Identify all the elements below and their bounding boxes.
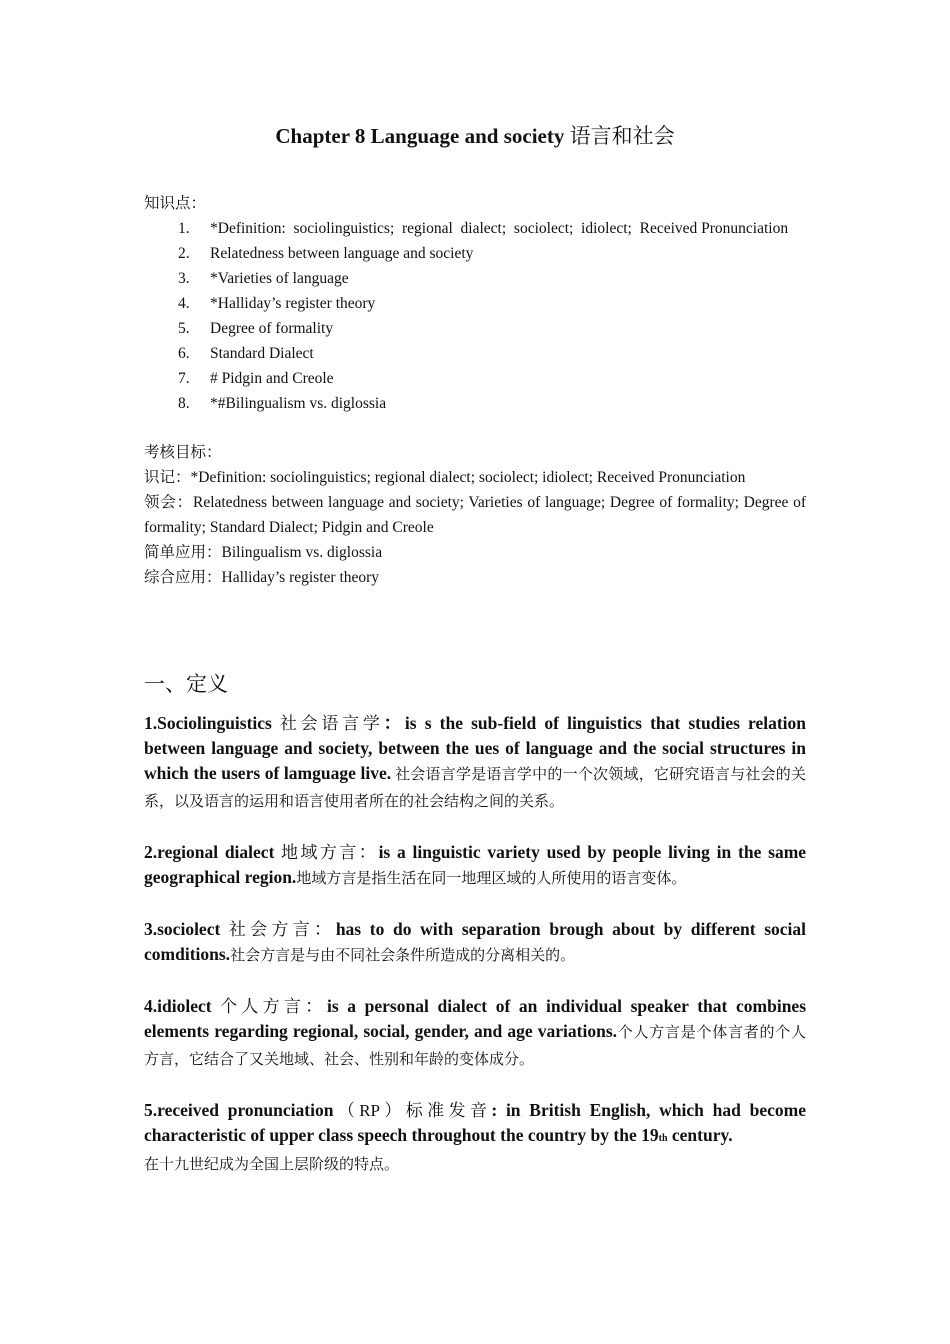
ordinal-suffix: th (658, 1133, 668, 1144)
target-understand: 领会：Relatedness between language and society; Varieties of language; Degree of formality; Degree of formality; Standard Dialect; Pidgin and Creole (144, 494, 806, 536)
item-number: 8. (178, 395, 190, 412)
definition-body: is a personal dialect of an individual speaker that combines elements regarding regional, social, gender, and age variations. (144, 996, 807, 1041)
term-cn: 地域方言 (274, 843, 359, 862)
term: 3.sociolect (144, 919, 221, 939)
term-cn: 社会方言 (220, 920, 315, 939)
definition-sociolinguistics (144, 711, 806, 815)
colon: ： (314, 919, 336, 939)
term: 2.regional dialect (144, 842, 275, 862)
target-comprehensive-apply: 综合应用：Halliday’s register theory (144, 569, 380, 586)
chapter-title-en: Chapter 8 Language and society (275, 124, 565, 148)
definition-sociolect (144, 917, 806, 969)
list-item (144, 391, 806, 416)
list-item (144, 316, 806, 341)
list-item (144, 291, 806, 316)
target-recall: 识记：*Definition: sociolinguistics; regional dialect; sociolect; idiolect; Received Pronunciation (144, 469, 746, 486)
assessment-targets (144, 440, 806, 590)
item-number: 5. (178, 320, 190, 337)
colon: ： (305, 996, 327, 1016)
target-simple-apply: 简单应用：Bilingualism vs. diglossia (144, 544, 383, 561)
item-text: Relatedness between language and society (210, 245, 474, 262)
definition-cn: 个人方言是个体言者的个人方言，它结合了又关地域、社会、性别和年龄的变体成分。 (144, 1025, 806, 1068)
section-heading: 一、定义 (144, 672, 228, 696)
targets-heading: 考核目标： (144, 444, 222, 461)
definition-body: is s the sub-field of linguistics that studies relation between language and society, between the ues of language and the social structures in which the users of lamguage live. (144, 713, 807, 783)
item-number: 6. (178, 345, 190, 362)
item-text: *#Bilingualism vs. diglossia (210, 395, 387, 412)
item-text: # Pidgin and Creole (210, 370, 334, 387)
colon: : (491, 1100, 506, 1120)
term-cn: （RP）标准发音 (333, 1101, 492, 1120)
definition-idiolect (144, 994, 806, 1073)
definitions (144, 711, 806, 1203)
list-item (144, 241, 806, 266)
term-cn: 社会语言学 (271, 714, 384, 733)
item-number: 7. (178, 370, 190, 387)
term: 1.Sociolinguistics (144, 713, 272, 733)
list-item (144, 266, 806, 291)
list-item (144, 341, 806, 366)
chapter-title (144, 121, 806, 151)
chapter-title-cn: 语言和社会 (569, 124, 675, 148)
definition-body: has to do with separation brough about by different social comditions. (144, 919, 807, 964)
item-number: 1. (178, 220, 190, 237)
colon: ： (383, 713, 405, 733)
colon: ： (358, 842, 379, 862)
term: 5.received pronunciation (144, 1100, 334, 1120)
term: 4.idiolect (144, 996, 212, 1016)
definition-regional-dialect (144, 840, 806, 892)
item-text: *Definition: sociolinguistics; regional dialect; sociolect; idiolect; Received Pronunciation (210, 220, 789, 237)
definition-cn: 社会方言是与由不同社会条件所造成的分离相关的。 (230, 948, 576, 964)
knowledge-points-heading: 知识点： (144, 195, 207, 212)
item-text: Standard Dialect (210, 345, 314, 362)
definition-body: is a linguistic variety used by people living in the same geographical region. (144, 842, 807, 887)
item-number: 4. (178, 295, 190, 312)
term-cn: 个人方言 (211, 997, 306, 1016)
list-item (144, 366, 806, 391)
list-item (144, 216, 806, 241)
item-text: Degree of formality (210, 320, 334, 337)
definition-cn: 地域方言是指生活在同一地理区域的人所使用的语言变体。 (296, 871, 687, 887)
definition-cn: 社会语言学是语言学中的一个次领域，它研究语言与社会的关系，以及语言的运用和语言使用者所在的社会结构之间的关系。 (144, 767, 806, 810)
item-text: *Halliday’s register theory (210, 295, 376, 312)
definition-body-b: century. (667, 1125, 733, 1145)
item-number: 3. (178, 270, 190, 287)
definition-cn: 在十九世纪成为全国上层阶级的特点。 (144, 1157, 400, 1173)
item-text: *Varieties of language (210, 270, 349, 287)
definition-received-pronunciation (144, 1098, 806, 1178)
knowledge-points-list (144, 216, 806, 416)
definition-body-a: in British English, which had become characteristic of upper class speech throughout the country by the 19 (144, 1100, 806, 1145)
item-number: 2. (178, 245, 190, 262)
